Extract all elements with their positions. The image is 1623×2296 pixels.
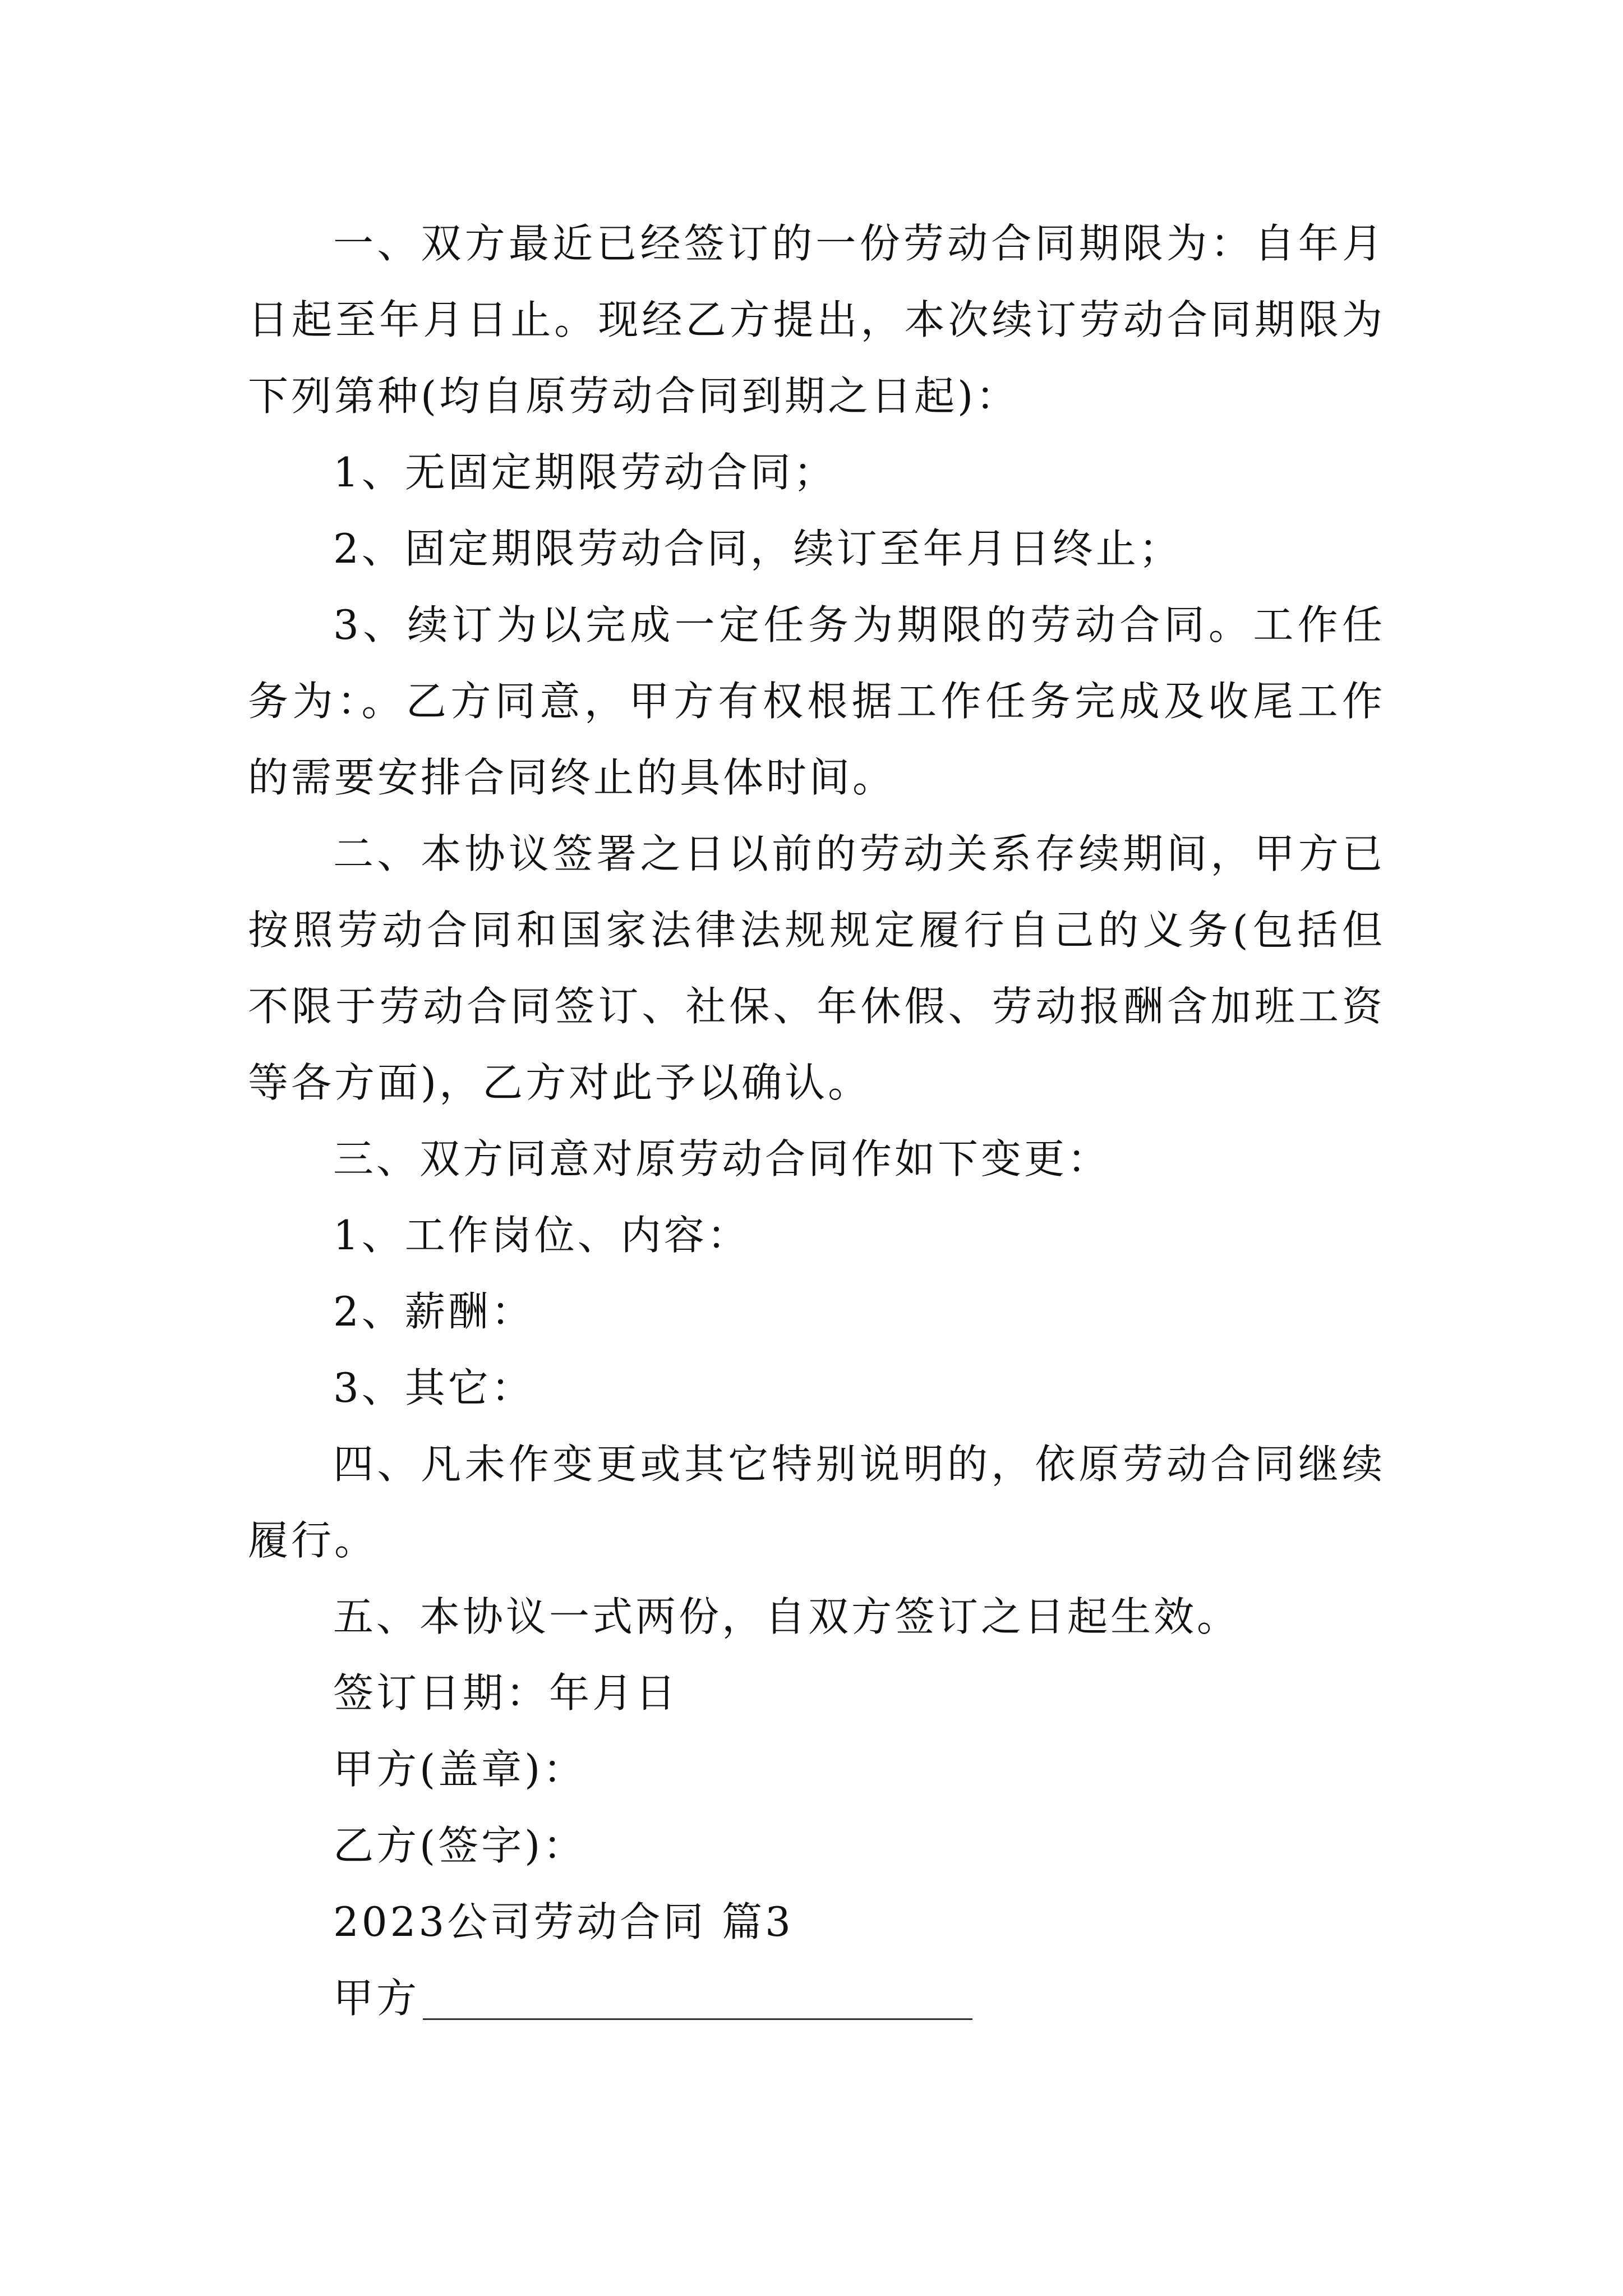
clause-2-confirmation: 二、本协议签署之日以前的劳动关系存续期间，甲方已按照劳动合同和国家法律法规规定履行自己的义务(包括但不限于劳动合同签订、社保、年休假、劳动报酬含加班工资等各方面)，乙方对此予以确认。 (248, 830, 1385, 1106)
document-body (248, 205, 1385, 2036)
signing-date: 签订日期：年月日 (333, 1669, 679, 1717)
option-2: 2、固定期限劳动合同，续订至年月日终止； (333, 525, 1182, 572)
party-a-blank-line (423, 2018, 972, 2020)
clause-5-effective: 五、本协议一式两份，自双方签订之日起生效。 (333, 1593, 1241, 1640)
clause-4-unchanged: 四、凡未作变更或其它特别说明的，依原劳动合同继续履行。 (248, 1441, 1385, 1564)
party-b-signature: 乙方(签字)： (333, 1822, 587, 1869)
change-item-position: 1、工作岗位、内容： (333, 1212, 750, 1259)
party-a-label: 甲方 (333, 1975, 420, 2022)
change-item-other: 3、其它： (333, 1364, 534, 1411)
party-a-seal: 甲方(盖章)： (333, 1746, 587, 1793)
party-a-line (248, 1960, 1385, 2036)
change-item-salary: 2、薪酬： (333, 1288, 534, 1335)
clause-1-term: 一、双方最近已经签订的一份劳动合同期限为：自年月日起至年月日止。现经乙方提出，本次续订劳动合同期限为下列第种(均自原劳动合同到期之日起)： (248, 220, 1385, 420)
option-1: 1、无固定期限劳动合同； (333, 449, 837, 496)
section-title: 2023公司劳动合同 篇3 (333, 1898, 794, 1945)
clause-3-changes: 三、双方同意对原劳动合同作如下变更： (333, 1135, 1111, 1182)
option-3: 3、续订为以完成一定任务为期限的劳动合同。工作任务为：。乙方同意，甲方有权根据工作任务完成及收尾工作的需要安排合同终止的具体时间。 (248, 601, 1385, 801)
